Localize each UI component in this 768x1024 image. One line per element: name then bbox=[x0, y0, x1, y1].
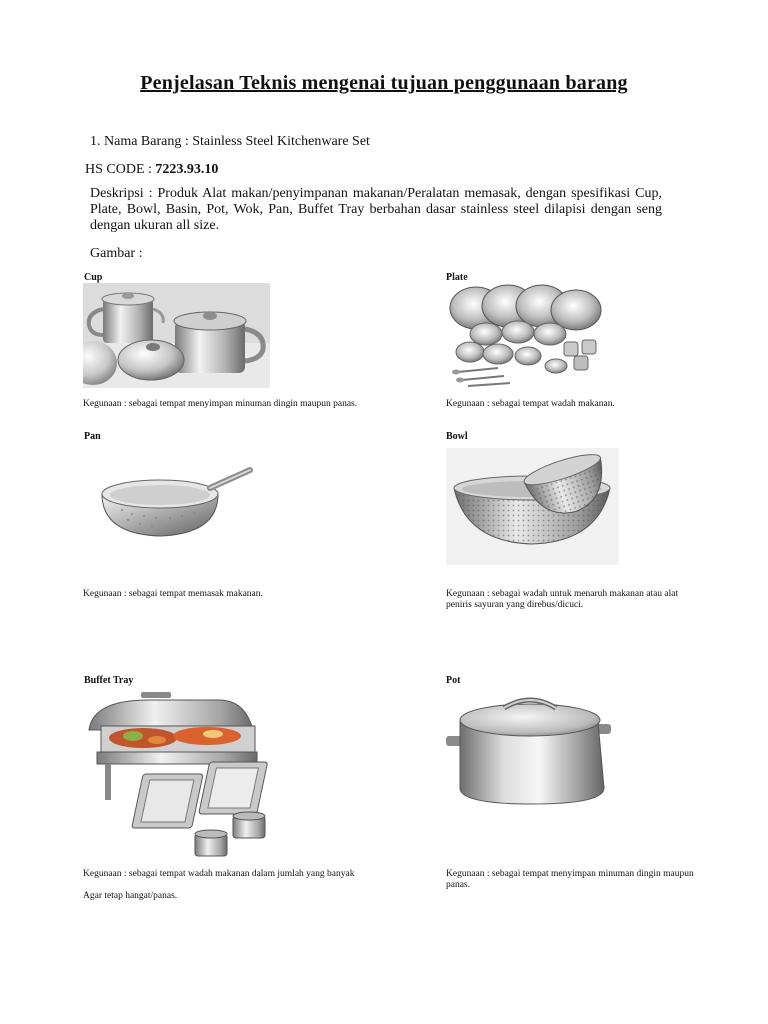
description-paragraph: Deskripsi : Produk Alat makan/penyimpanan makanan/Peralatan memasak, dengan spesifikasi Cup, Plate, Bowl, Basin, Pot, Wok, Pan, Buffet Tray berbahan dasar stainless steel dilapisi dengan seng dengan ukuran all size. bbox=[90, 186, 662, 233]
plate-label: Plate bbox=[446, 272, 468, 283]
cup-set-photo bbox=[83, 283, 270, 388]
buffet-tray-caption: Kegunaan : sebagai tempat wadah makanan dalam jumlah yang banyak bbox=[83, 869, 355, 879]
plate-caption: Kegunaan : sebagai tempat wadah makanan. bbox=[446, 399, 615, 409]
pan-photo bbox=[92, 458, 254, 542]
colander-bowl-photo bbox=[446, 448, 619, 565]
stock-pot-photo bbox=[446, 692, 611, 808]
hs-code-value: 7223.93.10 bbox=[155, 162, 219, 177]
plate-set-photo bbox=[446, 284, 608, 390]
pan-label: Pan bbox=[84, 431, 101, 442]
page-title: Penjelasan Teknis mengenai tujuan penggunaan barang bbox=[140, 72, 628, 94]
buffet-tray-label: Buffet Tray bbox=[84, 675, 134, 686]
item-name-line: 1. Nama Barang : Stainless Steel Kitchenware Set bbox=[90, 134, 370, 149]
chafing-dish-photo bbox=[83, 690, 301, 865]
pot-label: Pot bbox=[446, 675, 461, 686]
pan-caption: Kegunaan : sebagai tempat memasak makanan. bbox=[83, 589, 263, 599]
hs-code-label: HS CODE : bbox=[85, 162, 156, 177]
cup-label: Cup bbox=[84, 272, 103, 283]
hs-code-line bbox=[85, 162, 218, 178]
pot-caption: Kegunaan : sebagai tempat menyimpan minuman dingin maupun panas. bbox=[446, 869, 694, 890]
buffet-tray-caption-2: Agar tetap hangat/panas. bbox=[83, 891, 178, 901]
cup-caption: Kegunaan : sebagai tempat menyimpan minuman dingin maupun panas. bbox=[83, 399, 358, 409]
bowl-caption: Kegunaan : sebagai wadah untuk menaruh makanan atau alat peniris sayuran yang direbus/dicuci. bbox=[446, 589, 679, 610]
gambar-label: Gambar : bbox=[90, 246, 143, 261]
bowl-label: Bowl bbox=[446, 431, 468, 442]
